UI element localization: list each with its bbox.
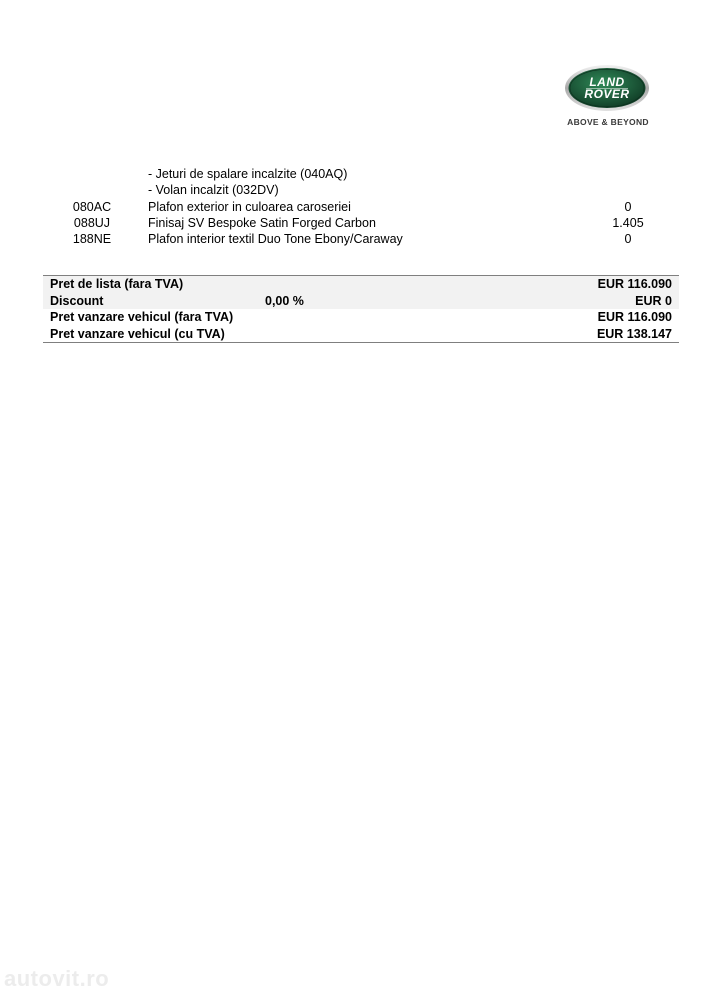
price-summary-table xyxy=(43,275,679,343)
option-code: 088UJ xyxy=(73,216,111,230)
option-code: 080AC xyxy=(72,200,112,214)
option-price: 0 xyxy=(624,232,632,246)
option-description: Finisaj SV Bespoke Satin Forged Carbon xyxy=(148,216,376,230)
discount-label: Discount xyxy=(50,293,104,308)
option-description: Plafon interior textil Duo Tone Ebony/Caraway xyxy=(148,232,403,246)
watermark: autovit.ro xyxy=(4,966,110,991)
option-description: - Volan incalzit (032DV) xyxy=(148,183,279,197)
brand-tagline: ABOVE & BEYOND xyxy=(567,117,649,127)
land-rover-logo xyxy=(560,62,656,132)
land-rover-oval-badge xyxy=(564,64,650,112)
option-row xyxy=(0,166,723,182)
summary-row-list-price xyxy=(43,276,679,293)
option-row xyxy=(0,182,723,198)
option-row xyxy=(0,199,723,215)
list-price-label: Pret de lista (fara TVA) xyxy=(50,277,184,291)
summary-row-sale-net xyxy=(43,309,679,326)
option-code: 188NE xyxy=(72,232,112,246)
sale-gross-label: Pret vanzare vehicul (cu TVA) xyxy=(50,326,225,341)
option-description: Plafon exterior in culoarea caroseriei xyxy=(148,200,351,214)
summary-row-sale-gross xyxy=(43,326,679,343)
sale-net-value: EUR 116.090 xyxy=(597,310,672,324)
logo-text-line2: ROVER xyxy=(584,87,630,101)
option-row xyxy=(0,215,723,231)
logo-text-line1: LAND xyxy=(589,75,625,89)
sale-gross-value: EUR 138.147 xyxy=(596,326,672,341)
discount-percent: 0,00 % xyxy=(265,293,304,308)
option-description: - Jeturi de spalare incalzite (040AQ) xyxy=(148,167,348,181)
list-price-value: EUR 116.090 xyxy=(597,277,672,291)
option-row xyxy=(0,231,723,247)
option-price: 1.405 xyxy=(612,216,644,230)
sale-net-label: Pret vanzare vehicul (fara TVA) xyxy=(50,310,234,324)
discount-value: EUR 0 xyxy=(635,293,672,308)
option-price: 0 xyxy=(624,200,632,214)
summary-row-discount xyxy=(43,293,679,310)
